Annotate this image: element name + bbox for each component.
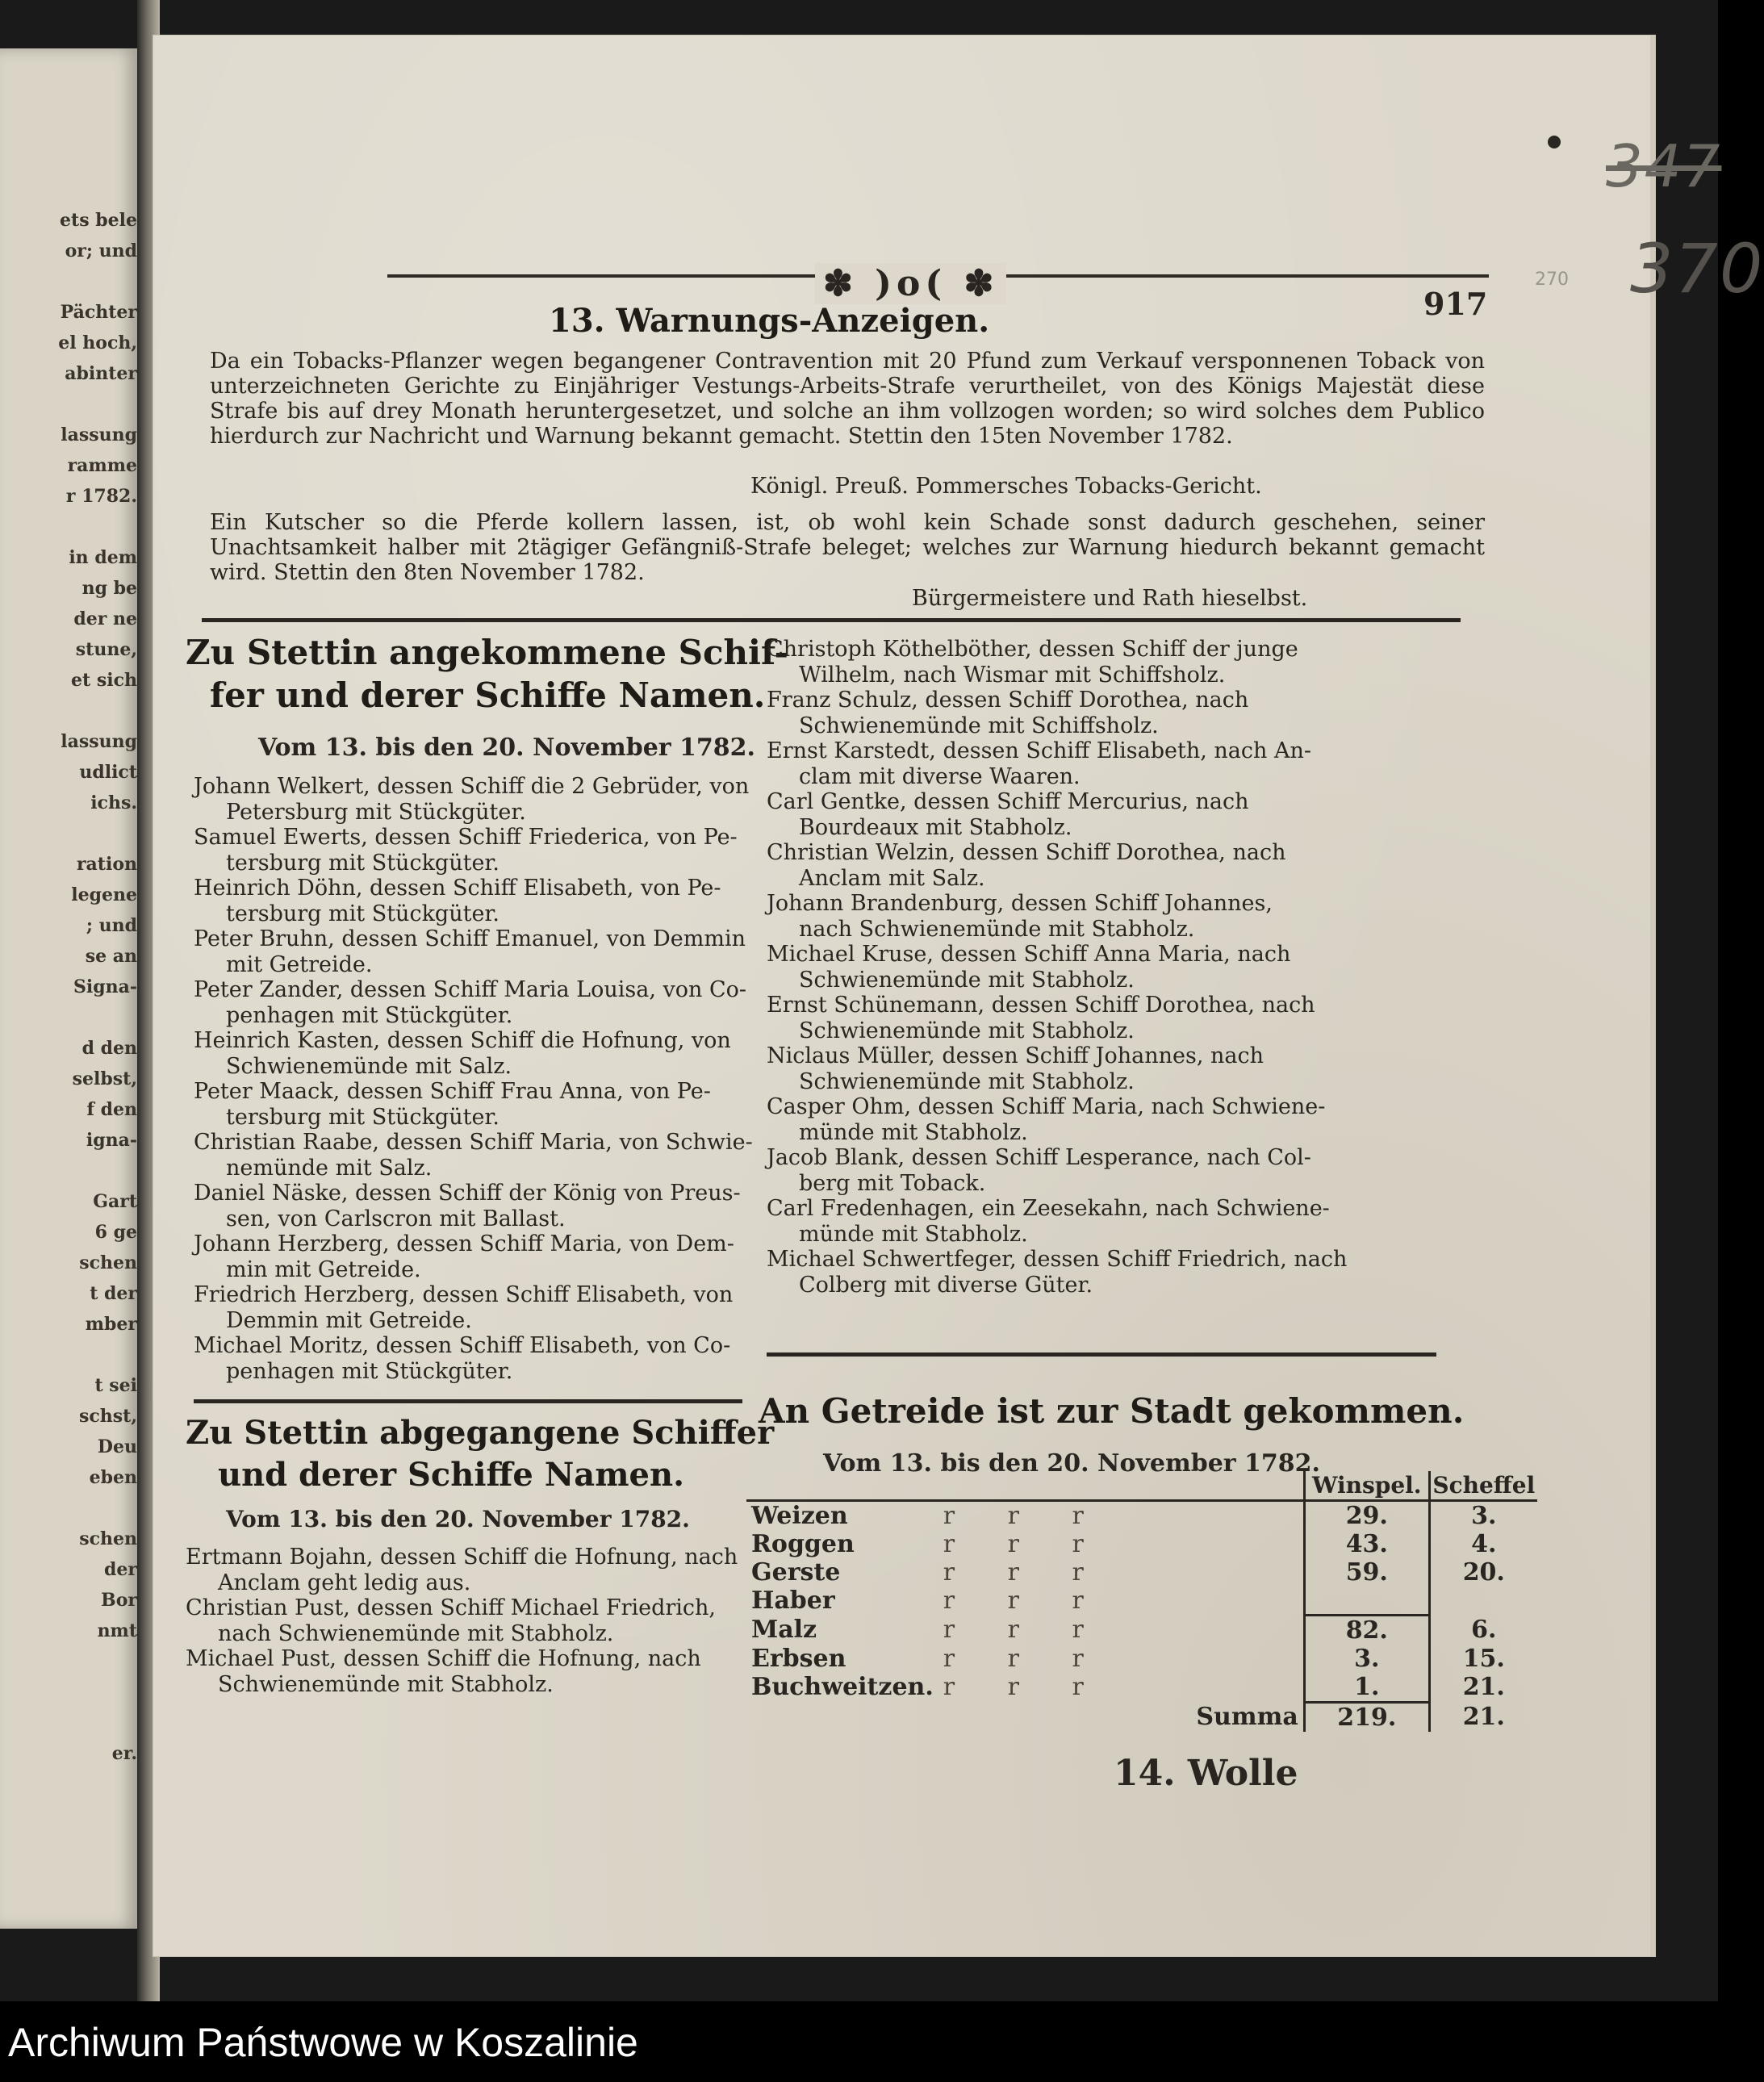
- column-rule-left: [194, 1399, 742, 1403]
- adjacent-page-text-fragment: t der: [90, 1283, 137, 1304]
- ship-entry-line-1: Christoph Köthelböther, dessen Schiff der junge: [767, 637, 1298, 662]
- grain-scheffel: [1429, 1587, 1537, 1615]
- grain-row: [746, 1530, 1537, 1558]
- adjacent-page-text-fragment: eben: [89, 1467, 137, 1488]
- adjacent-page-text-fragment: ets bele: [60, 210, 137, 231]
- grain-row: [746, 1645, 1537, 1673]
- grain-row: [746, 1615, 1537, 1645]
- ship-entry: [194, 1333, 775, 1384]
- ship-entry-line-1: Peter Zander, dessen Schiff Maria Louisa, von Co-: [194, 977, 747, 1002]
- ship-entry: [767, 993, 1477, 1043]
- ship-entry-line-2: Anclam mit Salz.: [799, 865, 985, 891]
- grain-scheffel: 4.: [1471, 1530, 1497, 1558]
- ship-entry-line-1: Heinrich Kasten, dessen Schiff die Hofnung, von: [194, 1028, 731, 1053]
- ship-entry-line-1: Ertmann Bojahn, dessen Schiff die Hofnung, nach: [186, 1545, 738, 1570]
- grain-scheffel: 6.: [1471, 1615, 1497, 1644]
- ship-entry-line-2: tersburg mit Stückgüter.: [226, 1104, 500, 1130]
- ship-entry-line-1: Johann Herzberg, dessen Schiff Maria, von Dem-: [194, 1231, 734, 1256]
- arrived-title-line-1: Zu Stettin angekommene Schif-: [186, 633, 789, 672]
- ship-entry: [767, 1196, 1477, 1247]
- ship-entry: [767, 637, 1477, 688]
- ship-entry: [194, 1130, 775, 1181]
- ship-entry: [767, 840, 1477, 891]
- grain-scheffel: 3.: [1471, 1502, 1497, 1530]
- grain-dots: r r r: [943, 1558, 1106, 1587]
- grain-sum-spacer: [746, 1702, 938, 1732]
- ship-entry-line-1: Casper Ohm, dessen Schiff Maria, nach Schwiene-: [767, 1094, 1326, 1119]
- grain-name: Roggen: [751, 1530, 855, 1558]
- warnings-paragraph-2: Ein Kutscher so die Pferde kollern lassen, ist, ob wohl kein Schade sonst dadurch geschehen, seiner Unachtsamkeit halber mit 2tägiger Gefängniß-Strafe beleget; welches zur Warnung hiedurch bekannt gemacht wird. Stettin den 8ten November 1782.: [210, 510, 1485, 585]
- adjacent-page-text-fragment: igna-: [86, 1130, 137, 1151]
- ship-entry-line-2: nach Schwienemünde mit Stabholz.: [799, 916, 1195, 942]
- grain-name: Buchweitzen.: [751, 1673, 934, 1702]
- ship-entry-line-1: Heinrich Döhn, dessen Schiff Elisabeth, von Pe-: [194, 876, 721, 901]
- adjacent-page-text-fragment: Signa-: [73, 976, 137, 997]
- grain-scheffel: 20.: [1462, 1558, 1505, 1587]
- grain-dots: r r r: [943, 1587, 1106, 1615]
- ship-entry-line-2: nemünde mit Salz.: [226, 1155, 433, 1181]
- ship-entry: [194, 825, 775, 876]
- header-ornament: ✽ )o( ✽: [815, 263, 1006, 304]
- ship-entry-line-2: sen, von Carlscron mit Ballast.: [226, 1206, 566, 1231]
- ship-entry: [194, 1181, 775, 1231]
- grain-row: [746, 1558, 1537, 1587]
- grain-name: Erbsen: [751, 1644, 846, 1673]
- arrived-list-left: [194, 774, 775, 1384]
- adjacent-page-text-fragment: ichs.: [90, 792, 137, 813]
- ink-dot: [1548, 136, 1561, 148]
- ship-entry-line-1: Carl Gentke, dessen Schiff Mercurius, nach: [767, 789, 1249, 814]
- ship-entry: [767, 891, 1477, 942]
- ship-entry-line-2: tersburg mit Stückgüter.: [226, 901, 500, 926]
- ship-entry: [186, 1595, 742, 1646]
- ship-entry: [194, 876, 775, 926]
- grain-name: Gerste: [751, 1558, 841, 1587]
- ship-entry-line-2: berg mit Toback.: [799, 1170, 986, 1196]
- grain-row: [746, 1673, 1537, 1703]
- ship-entry-line-1: Ernst Karstedt, dessen Schiff Elisabeth, nach An-: [767, 738, 1311, 763]
- departed-list: [186, 1545, 742, 1697]
- grain-scheffel: 15.: [1462, 1644, 1505, 1673]
- grain-dots: r r r: [943, 1530, 1106, 1558]
- next-section-heading: 14. Wolle: [1114, 1753, 1298, 1794]
- adjacent-page-text-fragment: udlict: [79, 762, 137, 783]
- ship-entry-line-2: Wilhelm, nach Wismar mit Schiffsholz.: [799, 662, 1226, 688]
- ship-entry-line-2: penhagen mit Stückgüter.: [226, 1358, 513, 1384]
- adjacent-page-fragment: [0, 48, 139, 1929]
- departed-title-line-1: Zu Stettin abgegangene Schiffer: [186, 1414, 775, 1452]
- section-rule: [202, 618, 1461, 622]
- adjacent-page-text-fragment: in dem: [69, 547, 137, 568]
- grain-winspel: 29.: [1304, 1501, 1429, 1531]
- ship-entry: [186, 1646, 742, 1697]
- adjacent-page-text-fragment: legene: [71, 884, 137, 905]
- adjacent-page-text-fragment: ration: [76, 854, 137, 875]
- adjacent-page-text-fragment: el hoch,: [58, 332, 137, 353]
- adjacent-page-text-fragment: ramme: [67, 455, 137, 476]
- ship-entry-line-1: Daniel Näske, dessen Schiff der König von Preus-: [194, 1181, 741, 1206]
- ship-entry-line-2: Schwienemünde mit Schiffsholz.: [799, 713, 1159, 738]
- ship-entry-line-1: Carl Fredenhagen, ein Zeesekahn, nach Schwiene-: [767, 1196, 1330, 1221]
- ship-entry: [194, 1028, 775, 1079]
- ship-entry-line-2: Bourdeaux mit Stabholz.: [799, 814, 1072, 840]
- adjacent-page-text-fragment: ng be: [82, 578, 137, 599]
- grain-subtitle: Vom 13. bis den 20. November 1782.: [823, 1449, 1320, 1478]
- ship-entry: [194, 926, 775, 977]
- ship-entry-line-2: tersburg mit Stückgüter.: [226, 850, 500, 876]
- ship-entry-line-2: mit Getreide.: [226, 951, 373, 977]
- grain-title: An Getreide ist zur Stadt gekommen.: [759, 1391, 1465, 1431]
- warnings-title: 13. Warnungs-Anzeigen.: [549, 302, 990, 340]
- ship-entry: [194, 1079, 775, 1130]
- adjacent-page-text-fragment: t sei: [94, 1375, 137, 1396]
- adjacent-page-text-fragment: der ne: [73, 608, 137, 629]
- grain-winspel: [1304, 1587, 1429, 1615]
- footer-bar: [0, 2001, 1718, 2082]
- ship-entry-line-1: Michael Schwertfeger, dessen Schiff Friedrich, nach: [767, 1247, 1348, 1272]
- grain-name: Haber: [751, 1587, 835, 1615]
- ship-entry-line-1: Jacob Blank, dessen Schiff Lesperance, nach Col-: [767, 1145, 1311, 1170]
- adjacent-page-text-fragment: or; und: [65, 240, 137, 261]
- grain-name: Malz: [751, 1615, 817, 1644]
- ship-entry-line-1: Peter Maack, dessen Schiff Frau Anna, von Pe-: [194, 1079, 711, 1104]
- adjacent-page-text-fragment: et sich: [71, 670, 137, 691]
- grain-dots: r r r: [943, 1502, 1106, 1530]
- grain-winspel: 43.: [1304, 1530, 1429, 1558]
- ship-entry-line-2: Schwienemünde mit Stabholz.: [799, 1068, 1135, 1094]
- grain-col-dots: [938, 1471, 1305, 1501]
- adjacent-page-text-fragment: 6 ge: [94, 1222, 137, 1243]
- manuscript-small-note: 270: [1535, 270, 1569, 290]
- adjacent-page-text-fragment: schst,: [79, 1406, 137, 1427]
- adjacent-page-text-fragment: Pächter: [60, 302, 137, 323]
- ship-entry-line-2: Petersburg mit Stückgüter.: [226, 799, 526, 825]
- grain-row: [746, 1501, 1537, 1531]
- grain-col-winspel: Winspel.: [1304, 1471, 1429, 1501]
- ship-entry-line-2: penhagen mit Stückgüter.: [226, 1002, 513, 1028]
- ship-entry-line-2: Schwienemünde mit Salz.: [226, 1053, 512, 1079]
- ship-entry-line-2: Schwienemünde mit Stabholz.: [218, 1671, 554, 1697]
- ship-entry-line-2: min mit Getreide.: [226, 1256, 421, 1282]
- adjacent-page-text-fragment: lassung: [61, 731, 137, 752]
- adjacent-page-text-fragment: f den: [86, 1099, 137, 1120]
- adjacent-page-text-fragment: se an: [85, 946, 137, 967]
- manuscript-old-number: 347: [1606, 132, 1722, 200]
- grain-dots: r r r: [943, 1644, 1106, 1673]
- ship-entry: [194, 1282, 775, 1333]
- ship-entry: [767, 942, 1477, 993]
- adjacent-page-text-fragment: nmt: [97, 1620, 137, 1641]
- ship-entry-line-2: münde mit Stabholz.: [799, 1221, 1028, 1247]
- ship-entry: [186, 1545, 742, 1595]
- adjacent-page-text-fragment: ; und: [86, 915, 137, 936]
- ship-entry-line-2: clam mit diverse Waaren.: [799, 763, 1081, 789]
- page-number: 917: [1423, 286, 1488, 322]
- adjacent-page-text-fragment: d den: [82, 1038, 137, 1059]
- arrived-list-right: [767, 637, 1477, 1298]
- departed-title-line-2: und derer Schiffe Namen.: [218, 1456, 684, 1494]
- ship-entry-line-1: Samuel Ewerts, dessen Schiff Friederica, von Pe-: [194, 825, 738, 850]
- ship-entry-line-1: Christian Raabe, dessen Schiff Maria, von Schwie-: [194, 1130, 753, 1155]
- archive-name: Archiwum Państwowe w Koszalinie: [8, 2020, 638, 2065]
- ship-entry-line-2: Colberg mit diverse Güter.: [799, 1272, 1093, 1298]
- ship-entry-line-1: Friedrich Herzberg, dessen Schiff Elisabeth, von: [194, 1282, 734, 1307]
- ship-entry-line-1: Michael Pust, dessen Schiff die Hofnung, nach: [186, 1646, 701, 1671]
- warnings-signature-2: Bürgermeistere und Rath hieselbst.: [912, 586, 1308, 611]
- adjacent-page-text-fragment: der: [104, 1559, 137, 1580]
- ship-entry-line-1: Christian Pust, dessen Schiff Michael Friedrich,: [186, 1595, 717, 1620]
- manuscript-new-number: 370: [1630, 229, 1764, 308]
- adjacent-page-text-fragment: schen: [79, 1252, 137, 1273]
- grain-winspel: 82.: [1304, 1615, 1429, 1645]
- ship-entry-line-2: nach Schwienemünde mit Stabholz.: [218, 1620, 614, 1646]
- ship-entry-line-2: Anclam geht ledig aus.: [218, 1570, 471, 1595]
- grain-dots: r r r: [943, 1673, 1106, 1702]
- ship-entry: [767, 1145, 1477, 1196]
- grain-sum-winspel: 219.: [1304, 1702, 1429, 1732]
- grain-row: [746, 1587, 1537, 1615]
- adjacent-page-text-fragment: stune,: [75, 639, 137, 660]
- adjacent-page-text-fragment: Deu: [97, 1436, 137, 1457]
- adjacent-page-text-fragment: selbst,: [72, 1068, 137, 1089]
- adjacent-page-text-fragment: mber: [85, 1314, 137, 1335]
- adjacent-page-text-fragment: r 1782.: [65, 486, 137, 507]
- grain-col-name: [746, 1471, 938, 1501]
- grain-name: Weizen: [751, 1502, 848, 1530]
- ship-entry: [767, 1247, 1477, 1298]
- ship-entry: [767, 1043, 1477, 1094]
- adjacent-page-text-fragment: lassung: [61, 424, 137, 445]
- ship-entry: [767, 789, 1477, 840]
- adjacent-page-text-fragment: schen: [79, 1528, 137, 1549]
- ship-entry-line-1: Michael Kruse, dessen Schiff Anna Maria, nach: [767, 942, 1291, 967]
- ship-entry: [194, 977, 775, 1028]
- column-rule-right: [767, 1352, 1436, 1357]
- ship-entry-line-2: Schwienemünde mit Stabholz.: [799, 967, 1135, 993]
- arrived-title-line-2: fer und derer Schiffe Namen.: [210, 675, 766, 715]
- ship-entry: [767, 1094, 1477, 1145]
- grain-winspel: 1.: [1304, 1673, 1429, 1703]
- ship-entry: [767, 738, 1477, 789]
- adjacent-page-text-fragment: er.: [111, 1743, 137, 1764]
- ship-entry-line-2: Schwienemünde mit Stabholz.: [799, 1018, 1135, 1043]
- ship-entry-line-1: Peter Bruhn, dessen Schiff Emanuel, von Demmin: [194, 926, 746, 951]
- grain-table: [746, 1471, 1537, 1732]
- warnings-signature-1: Königl. Preuß. Pommersches Tobacks-Gericht.: [750, 474, 1262, 499]
- grain-winspel: 3.: [1304, 1645, 1429, 1673]
- ship-entry-line-2: münde mit Stabholz.: [799, 1119, 1028, 1145]
- ship-entry-line-1: Johann Brandenburg, dessen Schiff Johannes,: [767, 891, 1273, 916]
- arrived-subtitle: Vom 13. bis den 20. November 1782.: [258, 734, 755, 762]
- grain-col-scheffel: Scheffel: [1429, 1471, 1537, 1501]
- grain-sum-scheffel: 21.: [1462, 1702, 1505, 1731]
- grain-sum-row: [746, 1702, 1537, 1732]
- grain-winspel: 59.: [1304, 1558, 1429, 1587]
- ship-entry: [194, 774, 775, 825]
- grain-scheffel: 21.: [1462, 1673, 1505, 1702]
- ship-entry: [194, 1231, 775, 1282]
- grain-dots: r r r: [943, 1615, 1106, 1644]
- ship-entry-line-2: Demmin mit Getreide.: [226, 1307, 472, 1333]
- adjacent-page-text-fragment: Gart: [93, 1191, 137, 1212]
- ship-entry-line-1: Ernst Schünemann, dessen Schiff Dorothea, nach: [767, 993, 1315, 1018]
- ship-entry-line-1: Michael Moritz, dessen Schiff Elisabeth, von Co-: [194, 1333, 731, 1358]
- warnings-paragraph-1: Da ein Tobacks-Pflanzer wegen begangener Contravention mit 20 Pfund zum Verkauf versponnenen Toback von unterzeichneten Gerichte zu Einjähriger Vestungs-Arbeits-Strafe verurtheilet, von des Königs Majestät diese Strafe bis auf drey Monath heruntergesetzet, und solche an ihm vollzogen worden; so wird solches dem Publico hierdurch zur Nachricht und Warnung bekannt gemacht. Stettin den 15ten November 1782.: [210, 349, 1485, 449]
- ship-entry-line-1: Franz Schulz, dessen Schiff Dorothea, nach: [767, 688, 1249, 713]
- ship-entry-line-1: Niclaus Müller, dessen Schiff Johannes, nach: [767, 1043, 1264, 1068]
- ship-entry-line-1: Johann Welkert, dessen Schiff die 2 Gebrüder, von: [194, 774, 750, 799]
- ship-entry: [767, 688, 1477, 738]
- departed-subtitle: Vom 13. bis den 20. November 1782.: [226, 1506, 690, 1532]
- ship-entry-line-1: Christian Welzin, dessen Schiff Dorothea, nach: [767, 840, 1286, 865]
- grain-sum-label: Summa: [1196, 1702, 1298, 1731]
- adjacent-page-text-fragment: Bor: [101, 1590, 137, 1611]
- adjacent-page-text-fragment: abinter: [65, 363, 137, 384]
